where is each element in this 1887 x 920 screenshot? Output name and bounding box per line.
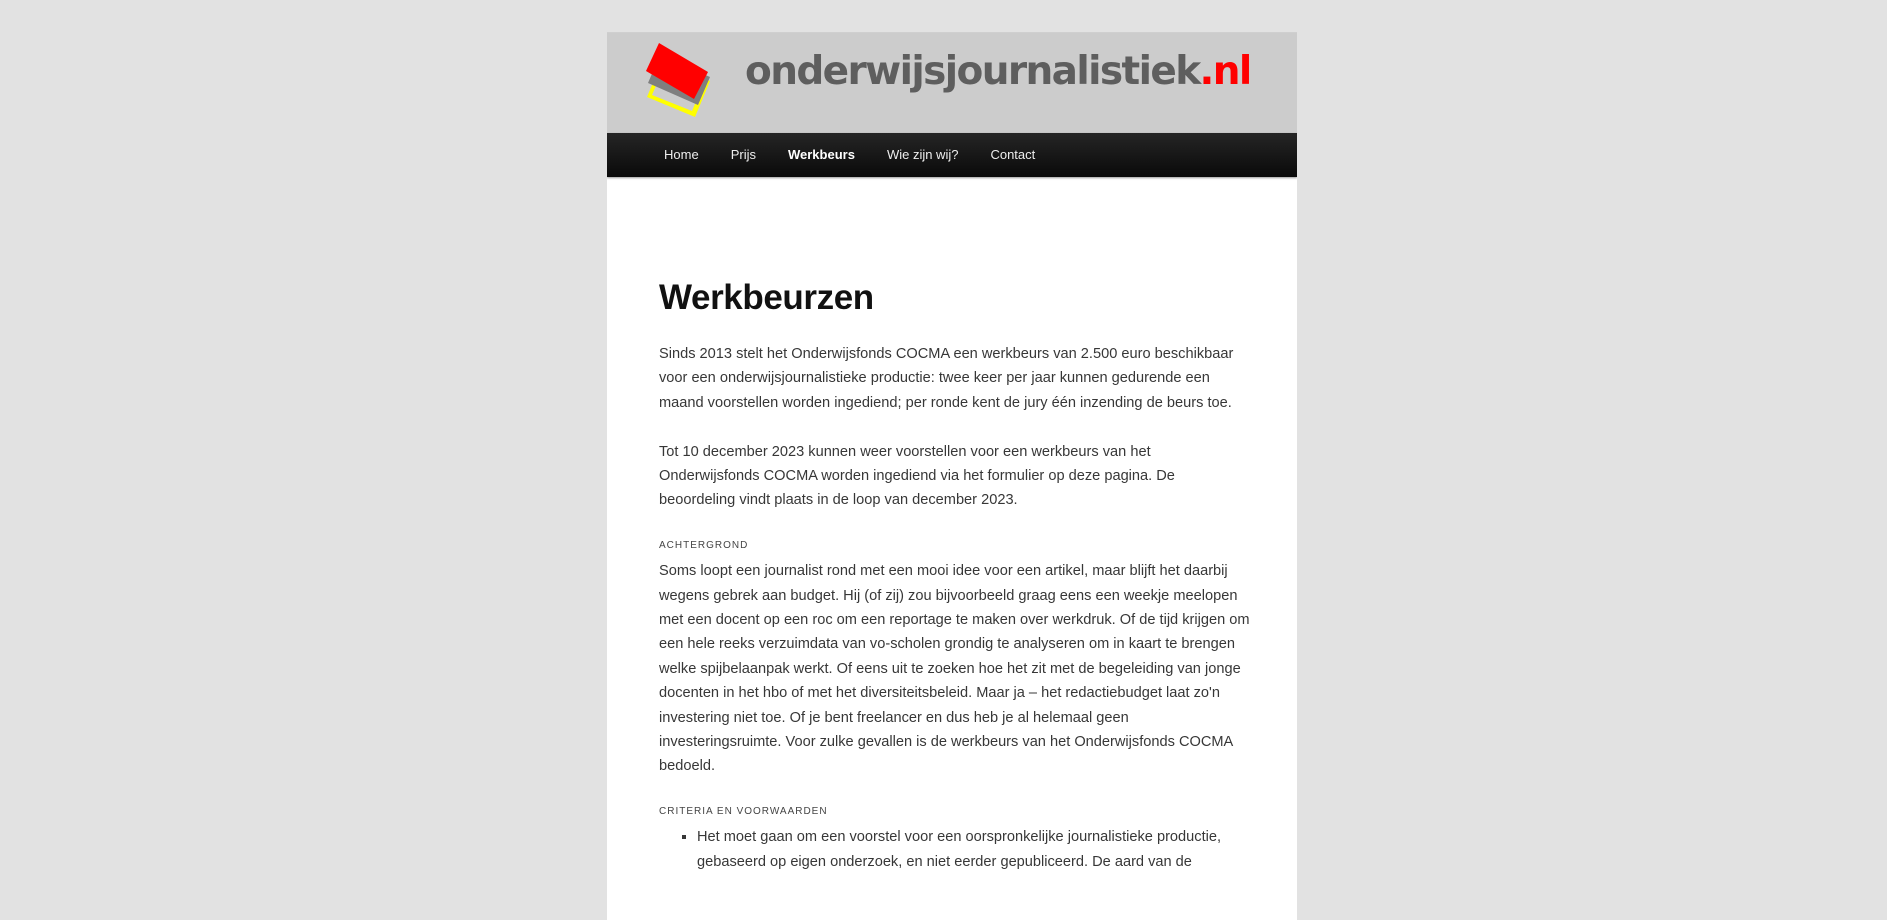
books-logo-icon[interactable] <box>640 41 722 127</box>
site-name: onderwijsjournalistiek <box>745 49 1200 94</box>
entry-content <box>659 342 1251 874</box>
criteria-heading: CRITERIA EN VOORWAARDEN <box>659 806 828 818</box>
page-title: Werkbeurzen <box>659 278 874 317</box>
nav-item-home[interactable]: Home <box>664 147 699 162</box>
criteria-item: ▪ Het moet gaan om een voorstel voor een oorspronkelijke journalistieke productie, gebaseerd op eigen onderzoek, en niet eerder gepubliceerd. De aard van de <box>697 825 1251 874</box>
nav-item-prijs[interactable]: Prijs <box>730 147 756 162</box>
main-navigation <box>607 133 1297 177</box>
site-tld: .nl <box>1199 49 1251 94</box>
nav-item-werkbeurs[interactable]: Werkbeurs <box>787 147 855 162</box>
site-logo-text[interactable] <box>745 49 1251 94</box>
criteria-list <box>659 825 1251 874</box>
background-heading: ACHTERGROND <box>659 540 749 552</box>
deadline-paragraph: Tot 10 december 2023 kunnen weer voorstellen voor een werkbeurs van het Onderwijsfonds COCMA worden ingediend via het formulier op deze pagina. De beoordeling vindt plaats in de loop van december 2023. <box>659 443 1175 509</box>
page-container <box>607 32 1297 920</box>
nav-item-wie-zijn-wij[interactable]: Wie zijn wij? <box>886 147 959 162</box>
intro-paragraph: Sinds 2013 stelt het Onderwijsfonds COCMA een werkbeurs van 2.500 euro beschikbaar voor een onderwijsjournalistieke productie: twee keer per jaar kunnen gedurende een maand voorstellen worden ingediend; per ronde kent de jury één inzending de beurs toe. <box>659 346 1234 411</box>
background-paragraph: Soms loopt een journalist rond met een mooi idee voor een artikel, maar blijft het daarbij wegens gebrek aan budget. Hij (of zij) zou bijvoorbeeld graag eens een weekje meelopen met een docent op een roc om een reportage te maken over werkdruk. Of de tijd krijgen om een hele reeks verzuimdata van vo-scholen grondig te analyseren om in kaart te brengen welke spijbelaanpak werkt. Of eens uit te zoeken hoe het zit met de begeleiding van jonge docenten in het hbo of met het diversiteitsbeleid. Maar ja – het redactiebudget laat zo'n investering niet toe. Of je bent freelancer en dus heb je al helemaal geen investeringsruimte. Voor zulke gevallen is de werkbeurs van het Onderwijsfonds COCMA bedoeld. <box>659 563 1250 775</box>
site-header <box>607 33 1297 133</box>
main-content <box>659 280 1251 874</box>
nav-item-contact[interactable]: Contact <box>990 147 1036 162</box>
